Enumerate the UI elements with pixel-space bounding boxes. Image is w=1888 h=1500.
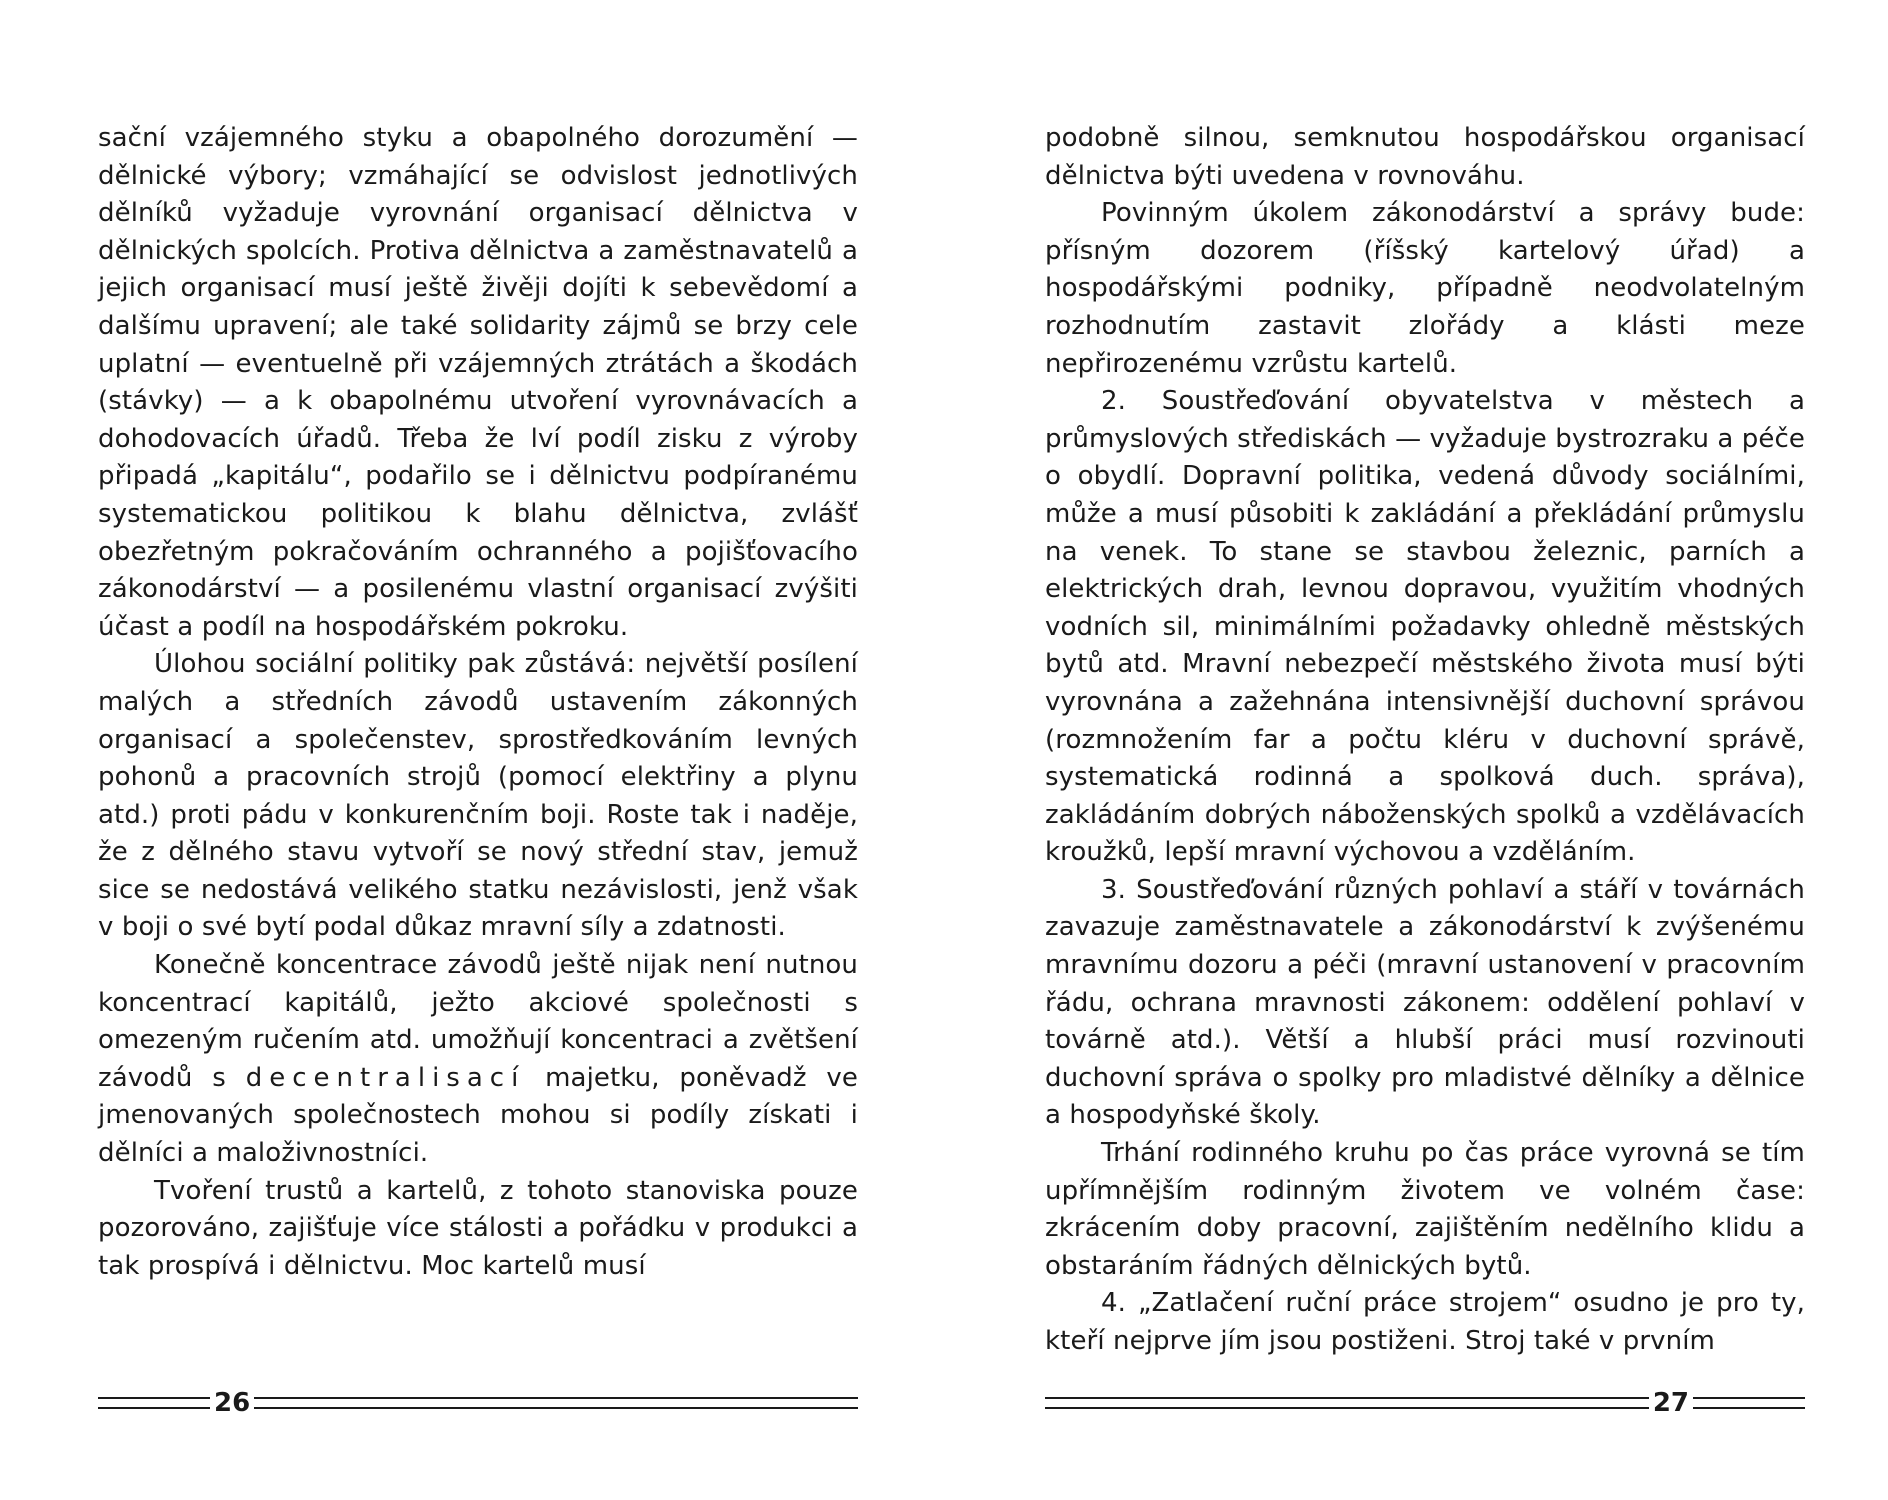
left-page-number: 26 [214, 1388, 251, 1418]
left-page [98, 120, 858, 1285]
right-paragraph-4: 3. Soustřeďování různých pohlaví a stáří v továrnách zavazuje zaměstnavatele a zákonodárství k zvýšenému mravnímu dozoru a péči (mravní ustanovení v pracovním řádu, ochrana mravnosti zákonem: oddělení pohlaví v továrně atd.). Větší a hlubší práci musí rozvinouti duchovní správa o spolky pro mladistvé dělníky a dělnice a hospodyňské školy. [1045, 874, 1805, 1131]
left-paragraph-1: sační vzájemného styku a obapolného dorozumění — dělnické výbory; vzmáhající se odvislost jednotlivých dělníků vyžaduje vyrovnání organisací dělnictva v dělnických spolcích. Protiva dělnictva a zaměstnavatelů a jejich organisací musí ještě živěji dojíti k sebevědomí a dalšímu upravení; ale také solidarity zájmů se brzy cele uplatní — eventuelně při vzájemných ztrátách a škodách (stávky) — a k obapolnému utvoření vyrovnávacích a dohodovacích úřadů. Třeba že lví podíl zisku z výroby připadá „kapitálu“, podařilo se i dělnictvu podpíranému systematickou politikou k blahu dělnictva, zvlášť obezřetným pokračováním ochranného a pojišťovacího zákonodárství — a posilenému vlastní organisací zvýšiti účast a podíl na hospodářském pokroku. [98, 123, 858, 642]
left-paragraph-3 [98, 947, 858, 1173]
right-paragraph-5: Trhání rodinného kruhu po čas práce vyrovná se tím upřímnějším rodinným životem ve volném čase: zkrácením doby pracovní, zajištěním nedělního klidu a obstaráním řádných dělnických bytů. [1045, 1138, 1805, 1281]
right-footer-rule-start [1045, 1397, 1649, 1409]
left-footer-rule-end [254, 1397, 858, 1409]
left-paragraph-3-part-2: majetku, poněvadž ve jmenovaných společnostech mohou si podíly získati i dělníci a maloživnostníci. [98, 1062, 858, 1169]
right-paragraph-3: 2. Soustřeďování obyvatelstva v městech a průmyslových střediskách — vyžaduje bystrozraku a péče o obydlí. Dopravní politika, vedená důvody sociálními, může a musí působiti k zakládání a překládání průmyslu na venek. To stane se stavbou železnic, parních a elektrických drah, levnou dopravou, využitím vhodných vodních sil, minimálními požadavky ohledně městských bytů atd. Mravní nebezpečí městského života musí býti vyrovnána a zažehnána intensivnější duchovní správou (rozmnožením far a počtu kléru v duchovní správě, systematická rodinná a spolková duch. správa), zakládáním dobrých náboženských spolků a vzdělávacích kroužků, lepší mravní výchovou a vzděláním. [1045, 386, 1805, 868]
left-page-body [98, 120, 858, 1285]
right-page-body [1045, 120, 1805, 1361]
right-footer-rule-end [1693, 1397, 1805, 1409]
right-paragraph-2: Povinným úkolem zákonodárství a správy bude: přísným dozorem (říšský kartelový úřad) a hospodářskými podniky, případně neodvolatelným rozhodnutím zastavit zlořády a klásti meze nepřirozenému vzrůstu kartelů. [1045, 198, 1805, 379]
left-paragraph-3-spaced-word: decentralisací [245, 1062, 526, 1093]
left-paragraph-2: Úlohou sociální politiky pak zůstává: největší posílení malých a středních závodů ustavením zákonných organisací a společenstev, sprostředkováním levných pohonů a pracovních strojů (pomocí elektřiny a plynu atd.) proti pádu v konkurenčním boji. Roste tak i naděje, že z dělného stavu vytvoří se nový střední stav, jemuž sice se nedostává velikého statku nezávislosti, jenž však v boji o své bytí podal důkaz mravní síly a zdatnosti. [98, 649, 858, 943]
right-page-number: 27 [1652, 1388, 1689, 1418]
left-page-footer [98, 1388, 858, 1418]
left-paragraph-3-part-1: Konečně koncentrace závodů ještě nijak není nutnou koncentrací kapitálů, ježto akciové společnosti s omezeným ručením atd. umožňují koncentraci a zvětšení závodů s [98, 950, 858, 1093]
left-paragraph-4: Tvoření trustů a kartelů, z tohoto stanoviska pouze pozorováno, zajišťuje více stálosti a pořádku v produkci a tak prospívá i dělnictvu. Moc kartelů musí [98, 1175, 858, 1281]
left-footer-rule-start [98, 1397, 210, 1409]
right-page-footer [1045, 1388, 1805, 1418]
right-page [1045, 120, 1805, 1361]
right-paragraph-1: podobně silnou, semknutou hospodářskou organisací dělnictva býti uvedena v rovnováhu. [1045, 123, 1805, 191]
right-paragraph-6: 4. „Zatlačení ruční práce strojem“ osudno je pro ty, kteří nejprve jím jsou postiženi. Stroj také v prvním [1045, 1288, 1805, 1356]
